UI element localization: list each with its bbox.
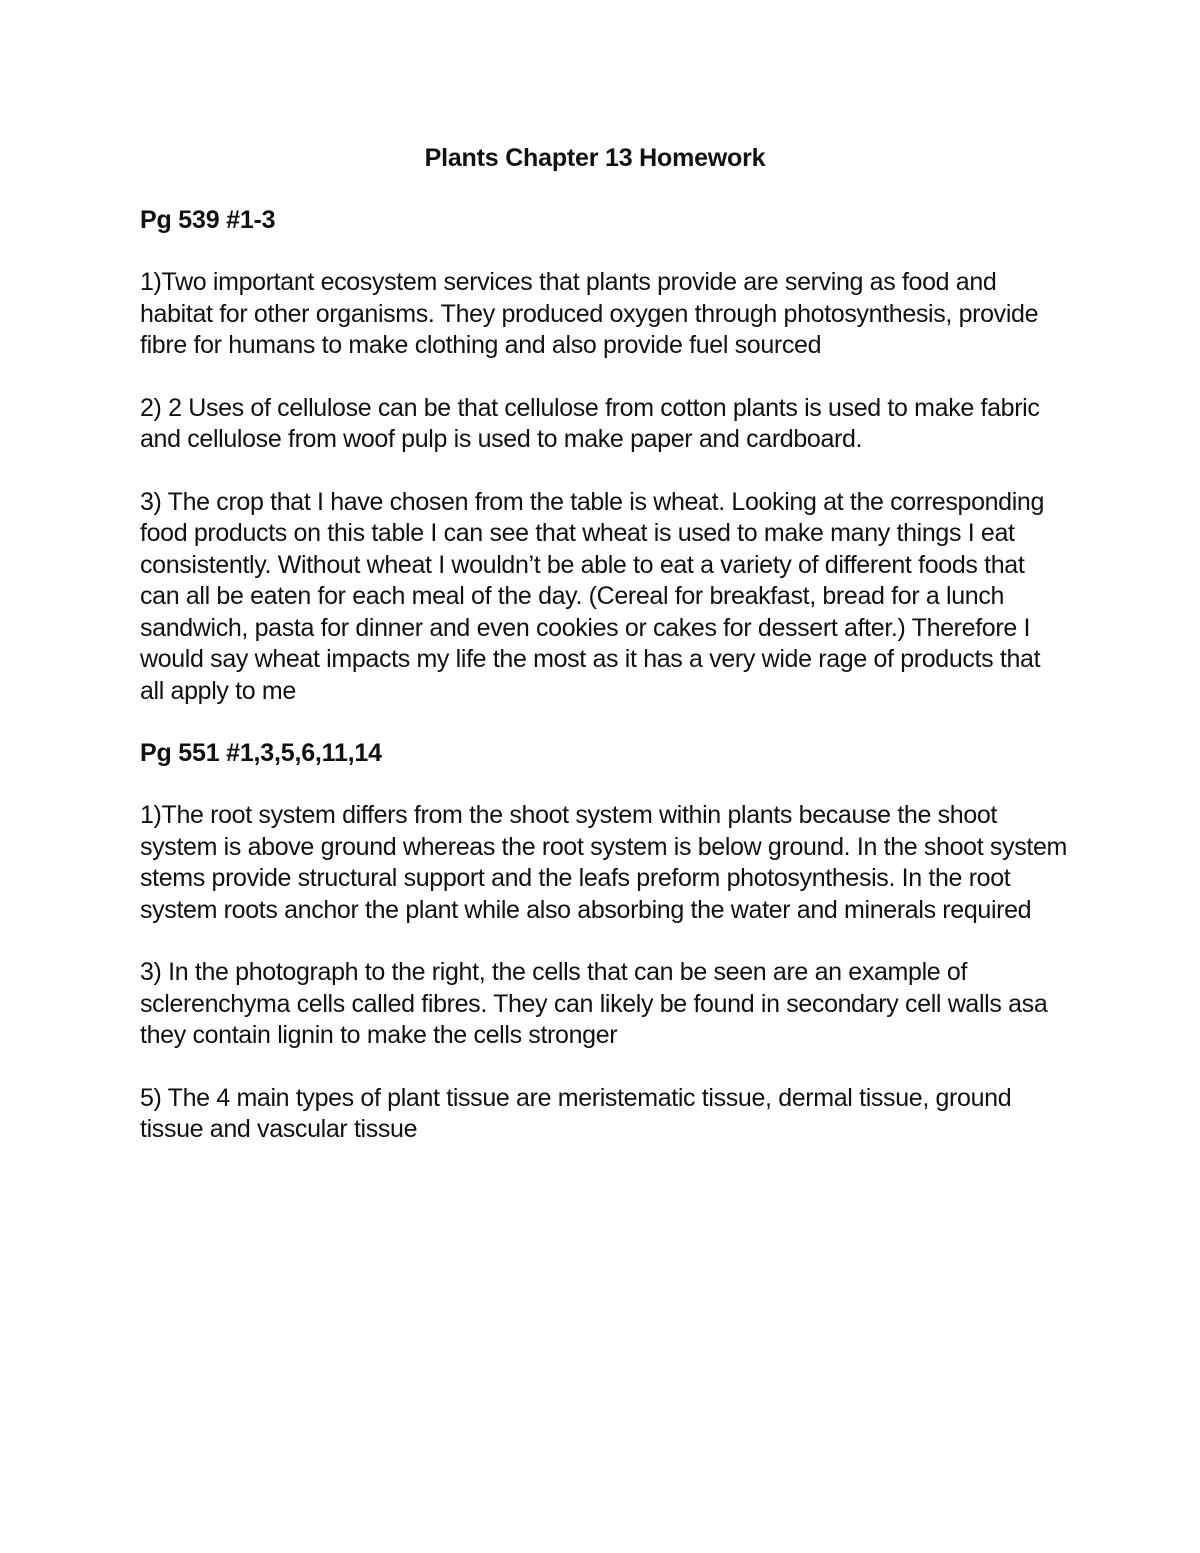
answer-pg551-q1: 1)The root system differs from the shoot system within plants because the shoot system is above ground whereas the root system is below ground. In the shoot system stems provide structural support and the leafs preform photosynthesis. In the root system roots anchor the plant while also absorbing the water and minerals required xyxy=(140,801,1067,924)
answer-pg539-q1: 1)Two important ecosystem services that plants provide are serving as food and habitat for other organisms. They produced oxygen through photosynthesis, provide fibre for humans to make clothing and also provide fuel sourced xyxy=(140,268,1039,359)
answer-pg539-q2: 2) 2 Uses of cellulose can be that cellulose from cotton plants is used to make fabric and cellulose from woof pulp is used to make paper and cardboard. xyxy=(140,393,1040,453)
section-heading-pg-551: Pg 551 #1,3,5,6,11,14 xyxy=(140,739,382,767)
answer-pg551-q3: 3) In the photograph to the right, the cells that can be seen are an example of sclerenchyma cells called fibres. They can likely be found in secondary cell walls asa they contain lignin to make the cells stronger xyxy=(140,958,1048,1049)
document-body xyxy=(140,143,1070,1177)
document-title: Plants Chapter 13 Homework xyxy=(424,144,766,172)
answer-pg539-q3: 3) The crop that I have chosen from the table is wheat. Looking at the corresponding food products on this table I can see that wheat is used to make many things I eat consistently. Without wheat I wouldn’t be able to eat a variety of different foods that can all be eaten for each meal of the day. (Cereal for breakfast, bread for a lunch sandwich, pasta for dinner and even cookies or cakes for dessert after.) Therefore I would say wheat impacts my life the most as it has a very wide rage of products that all apply to me xyxy=(140,487,1045,705)
section-heading-pg-539: Pg 539 #1-3 xyxy=(140,206,276,234)
answer-pg551-q5: 5) The 4 main types of plant tissue are meristematic tissue, dermal tissue, ground tissue and vascular tissue xyxy=(140,1083,1012,1143)
